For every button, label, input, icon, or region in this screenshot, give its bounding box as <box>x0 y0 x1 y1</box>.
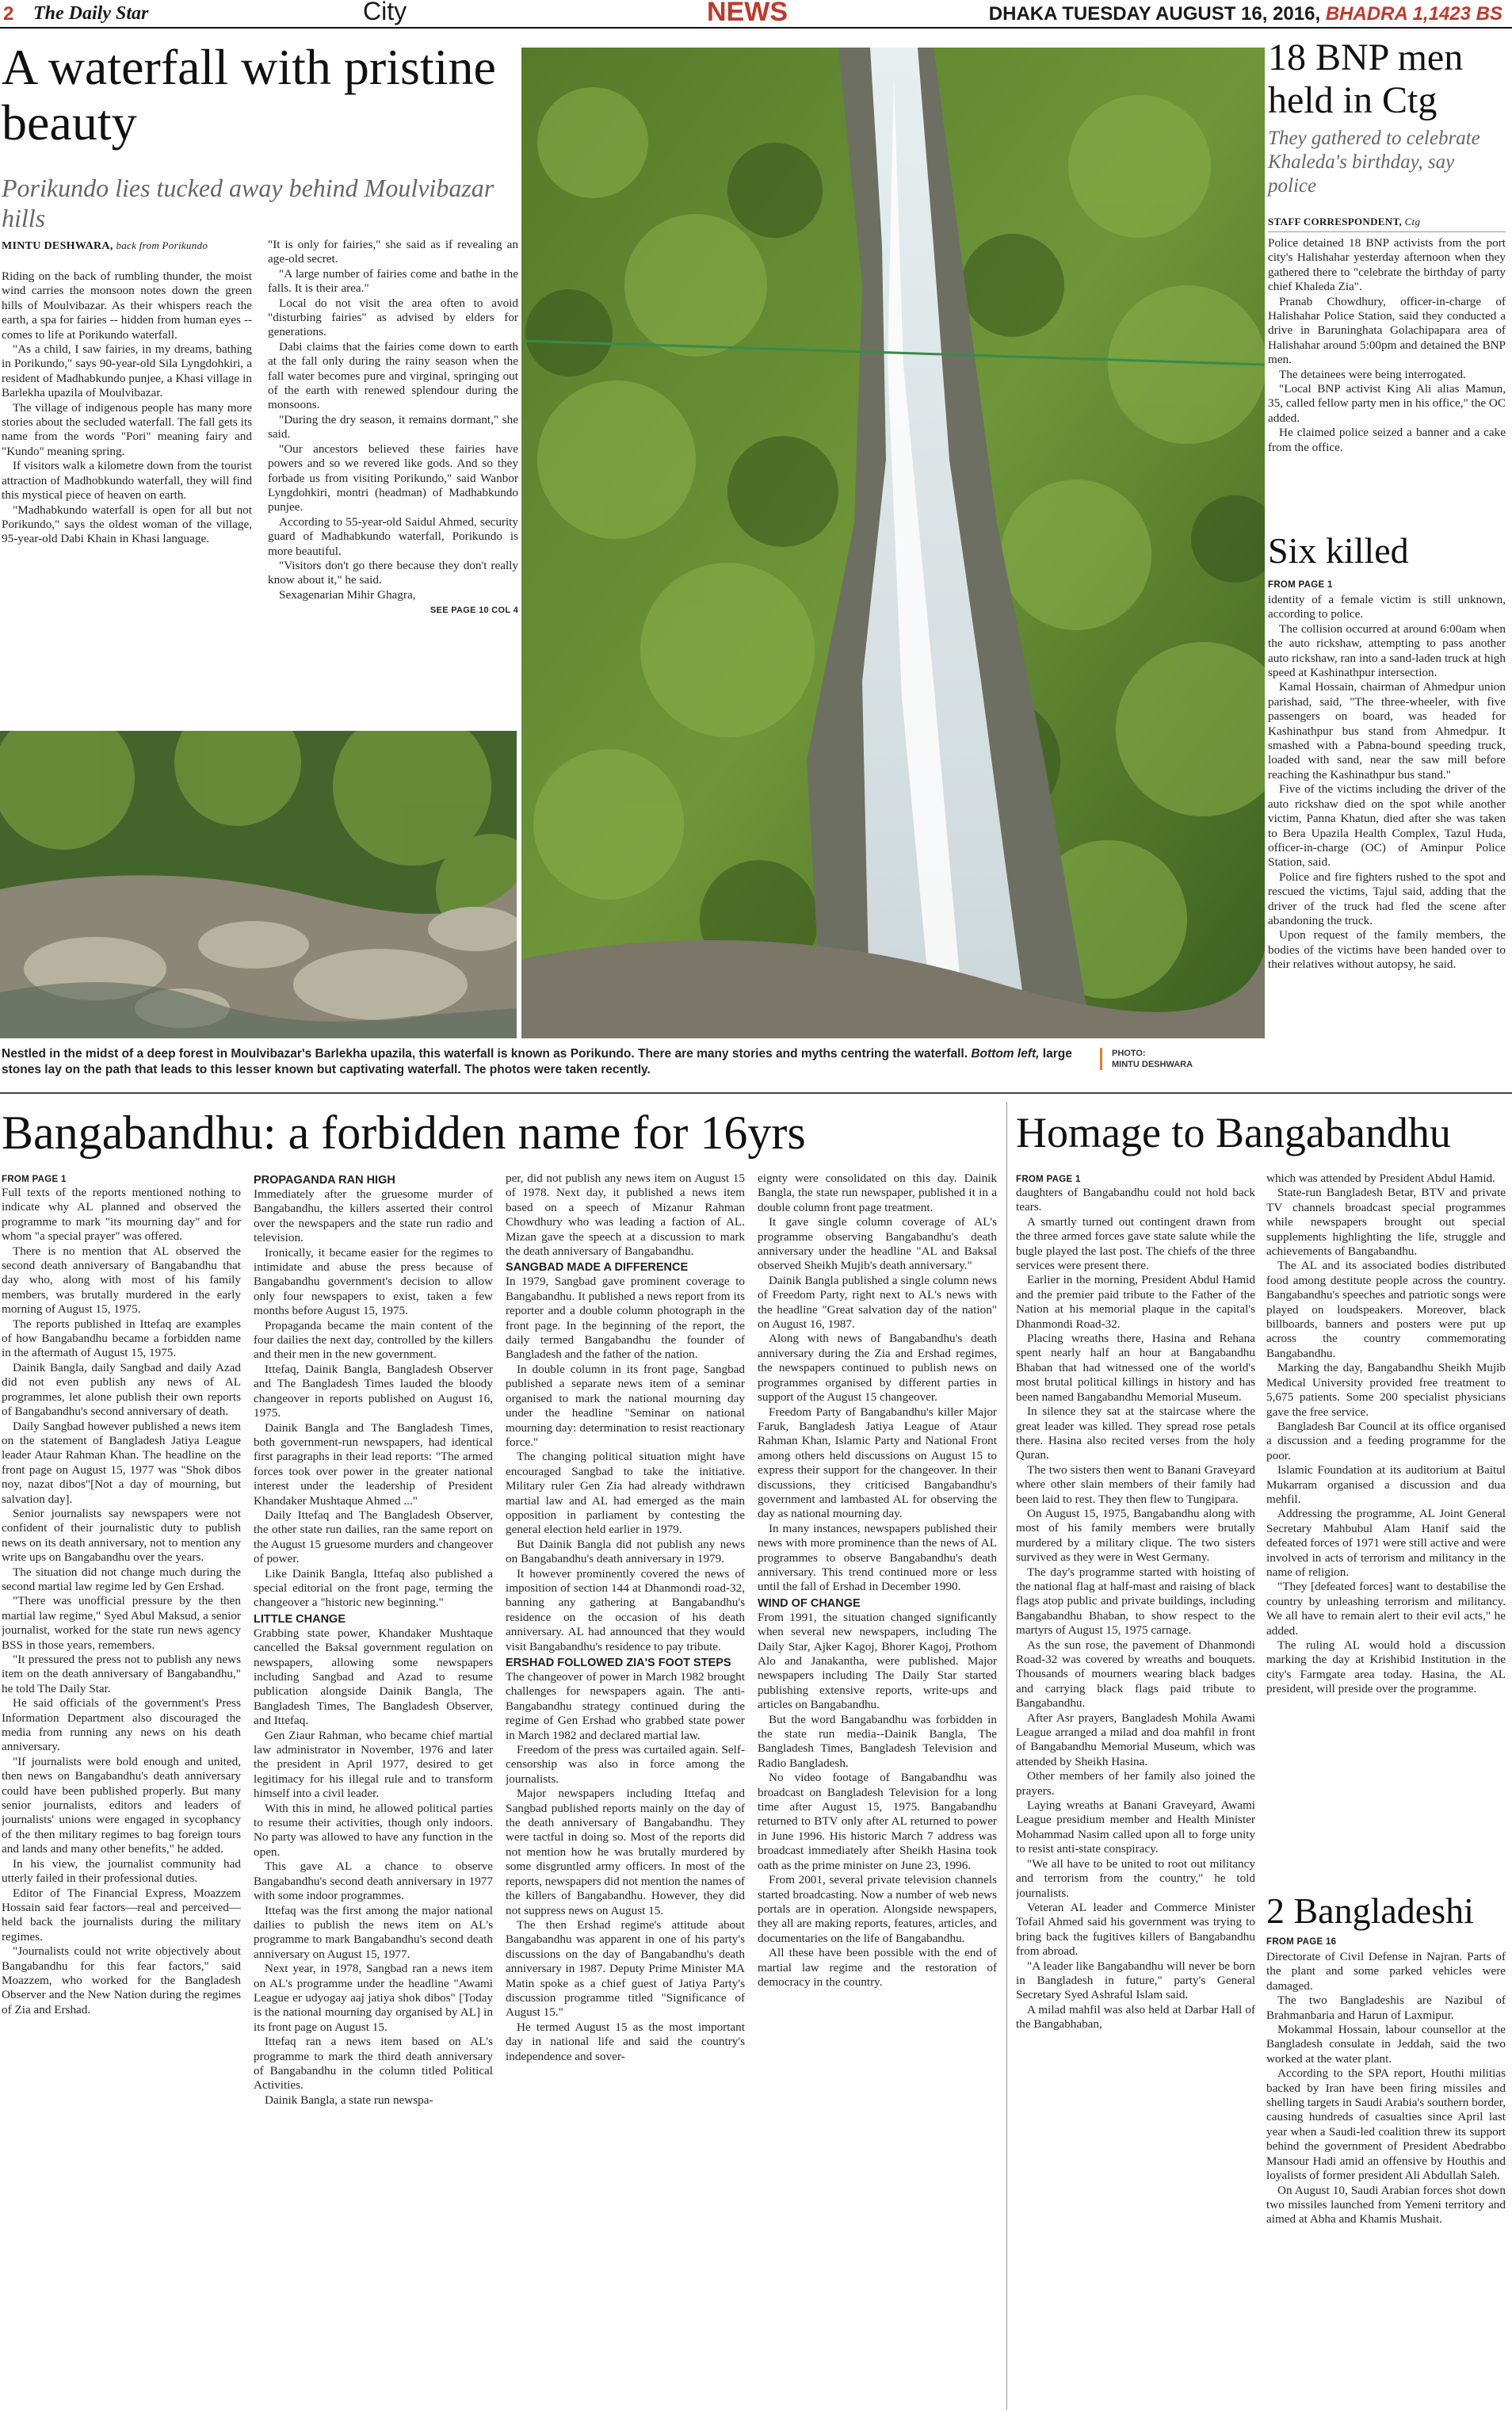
paragraph: In many instances, newspapers published their news with more prominence than the news of AL programmes to observe Bangabandhu's death anniversary. This trend continued more or less until the fall of Ershad in December 1990. <box>758 1521 997 1594</box>
continued-on-link[interactable]: SEE PAGE 10 COL 4 <box>430 606 518 616</box>
paragraph: From 2001, several private television channels started broadcasting. Now a number of web news portals are in operation. Alongside newspapers, they all are making reports, features, articles, and documentaries on the life of Bangabandhu. <box>758 1873 997 1945</box>
bangladeshi-headline: 2 Bangladeshi <box>1266 1890 1474 1931</box>
paragraph: It gave single column coverage of AL's programme observing Bangabandhu's death anniversary under the headline "AL and Baksal observed Sheikh Mujib's death anniversary." <box>758 1215 997 1273</box>
subheading: ERSHAD FOLLOWED ZIA'S FOOT STEPS <box>506 1657 731 1669</box>
paragraph: identity of a female victim is still unknown, according to police. <box>1268 593 1506 621</box>
paragraph: "Madhabkundo waterfall is open for all but not Porikundo," says the oldest woman of the village, 95-year-old Dabi Khain in Khasi language. <box>2 503 252 546</box>
paragraph: Editor of The Financial Express, Moazzem Hossain said fear factors—real and perceived—held back the journalists during the military regimes. <box>2 1886 241 1944</box>
paragraph: But the word Bangabandhu was forbidden in the state run media--Dainik Bangla, The Bangladesh Times, Bangladesh Television and Radio Bangladesh. <box>758 1712 997 1770</box>
paragraph: But Dainik Bangla did not publish any news on Bangabandhu's death anniversary in 1979. <box>506 1537 745 1566</box>
byline-place: back from Porikundo <box>116 239 208 251</box>
paragraph: Kamal Hossain, chairman of Ahmedpur union parishad, said, "The three-wheeler, with five passengers on board, was headed for Kashinathpur bus stand from Ahmedpur. It smashed with a Pabna-bound speeding truck, loaded with sand, near the saw mill before reaching the Kashinathpur bus stand." <box>1268 680 1506 782</box>
paragraph: Ittefaq, Dainik Bangla, Bangladesh Observer and The Bangladesh Times lauded the bloody changeover in reports published on August 16, 1975. <box>254 1362 493 1420</box>
paragraph: Full texts of the reports mentioned nothing to indicate why AL planned and observed the programme to mark "its mourning day" and for whom "a special prayer" was offered. <box>2 1186 241 1244</box>
waterfall-photo <box>521 48 1265 1038</box>
paragraph: The changing political situation might have encouraged Sangbad to take the initiative. Military ruler Gen Zia had already withdrawn martial law and AL had emerged as the main opposition in parliament by contesting the general election held earlier in 1979. <box>506 1450 745 1537</box>
paragraph: Pranab Chowdhury, officer-in-charge of Halishahar Police Station, said they conducted a drive in Baruninghata Golachipapara area of Halishahar around 5:00pm and detained the BNP men. <box>1268 294 1506 367</box>
bangladeshi-from: FROM PAGE 16 <box>1266 1937 1337 1947</box>
section-label: City <box>363 0 407 25</box>
waterfall-column-2 <box>268 238 518 713</box>
paragraph: Five of the victims including the driver of the auto rickshaw died on the spot while another victim, Panna Khatun, died after she was taken to Bera Upazila Health Complex, Tazul Huda, officer-in-charge (OC) of Aminpur Police Station, said. <box>1268 782 1506 870</box>
paragraph: The changeover of power in March 1982 brought challenges for newspapers again. The anti-Bangabandhu strategy continued during the regime of Gen Ershad who grabbed state power in March 1982 and declared martial law. <box>506 1670 745 1742</box>
subheading: PROPAGANDA RAN HIGH <box>254 1174 395 1187</box>
paragraph: Dabi claims that the fairies come down to earth at the fall only during the rainy season when the fall water becomes pure and virginal, springing out of the earth with renewed splendour during the monsoons. <box>268 339 518 412</box>
photo-credit-name: MINTU DESHWARA <box>1112 1060 1193 1069</box>
paragraph: "They [defeated forces] want to destabilise the country by unleashing terrorism and militancy. We all have to remain alert to their evil acts," he added. <box>1266 1580 1506 1638</box>
paragraph: "Our ancestors believed these fairies have powers and so we revered like gods. And so they forbade us from visiting Porikundo," said Wanbor Lyngdohkiri, montri (headman) of Madhabkundo punjee. <box>268 441 518 514</box>
bangabandhu-column-1 <box>2 1186 241 2406</box>
paragraph: Riding on the back of rumbling thunder, the moist wind carries the monsoon notes down the green hills of Moulvibazar. As their whispers reach the earth, a spa for fairies -- hidden from human eyes -- comes to life at Porikundo waterfall. <box>2 269 252 342</box>
paragraph: Ironically, it became easier for the regimes to intimidate and abuse the press because of Bangabandhu government's decision to allow only four newspapers to exist, taken a few months before August 15, 1975. <box>254 1245 493 1318</box>
paragraph: "It pressured the press not to publish any news item on the death anniversary of Bangabandhu," he told The Daily Star. <box>2 1653 241 1695</box>
paragraph: Dainik Bangla and The Bangladesh Times, both government-run newspapers, had identical first paragraphs in their lead reports: "The armed forces took over power in the greater national interest under the leadership of President Khandaker Mushtaque Ahmed ..." <box>254 1420 493 1508</box>
news-label: NEWS <box>707 0 788 27</box>
paragraph: Marking the day, Bangabandhu Sheikh Mujib Medical University provided free treatment to 5,675 patients. Some 200 specialist physicians gave the free service. <box>1266 1361 1506 1419</box>
paragraph: "During the dry season, it remains dormant," she said. <box>268 412 518 441</box>
paragraph: He claimed police seized a banner and a cake from the office. <box>1268 426 1506 454</box>
homage-column-2 <box>1266 1172 1506 1861</box>
bangabandhu-column-3 <box>506 1172 745 2406</box>
paragraph: Immediately after the gruesome murder of Bangabandhu, the killers asserted their control over the newspapers and the state run radio and television. <box>254 1187 493 1245</box>
paragraph: Daily Ittefaq and The Bangladesh Observer, the other state run dailies, ran the same report on the August 15 gruesome murders and changeover of power. <box>254 1508 493 1566</box>
paragraph: Ittefaq was the first among the major national dailies to publish the news item on AL's programme to mark Bangabandhu's second death anniversary on August 15, 1977. <box>254 1903 493 1961</box>
paragraph: Major newspapers including Ittefaq and Sangbad published reports mainly on the day of the death anniversary of Bangabandhu. They were tactful in doing so. Most of the reports did not mention how he was brutally murdered by some disgruntled army officers. In most of the reports, newspapers did not mention the names of the killers of Bangabandhu. However, they did not suppress news on August 15. <box>506 1787 745 1917</box>
waterfall-headline: A waterfall with pristine beauty <box>2 39 496 151</box>
paragraph: No video footage of Bangabandhu was broadcast on Bangladesh Television for a long time after August 15, 1975. Bangabandhu returned to BTV only after AL returned to power in June 1996. His historic March 7 address was broadcast immediately after Sheikh Hasina took oath as the prime minister on June 23, 1996. <box>758 1771 997 1872</box>
paragraph: "As a child, I saw fairies, in my dreams, bathing in Porikundo," says 90-year-old Sila Lyngdohkiri, a resident of Madhabkundo punjee, a Khasi village in Barlekha upazila of Moulvibazar. <box>2 342 252 400</box>
bnp-body <box>1268 236 1506 529</box>
paragraph: Placing wreaths there, Hasina and Rehana spent nearly half an hour at Bangabandhu Bhaban that had witnessed one of the world's most brutal political killings in history and has been named Bangabandhu Memorial Museum. <box>1016 1332 1255 1404</box>
photo-credit <box>1100 1048 1193 1070</box>
paragraph: He said officials of the government's Press Information Department also discouraged the media from running any news on his death anniversary. <box>2 1696 241 1754</box>
paragraph: The village of indigenous people has many more stories about the secluded waterfall. The fall gets its name from the words "Pori" meaning fairy and "Kundo" meaning spring. <box>2 400 252 458</box>
paragraph: With this in mind, he allowed political parties to resume their activities, though only indoors. No party was allowed to have any function in the open. <box>254 1801 493 1859</box>
waterfall-deck: Porikundo lies tucked away behind Moulvibazar hills <box>2 174 494 232</box>
paragraph: Dainik Bangla, a state run newspa- <box>265 2093 433 2107</box>
paragraph: Senior journalists say newspapers were not confident of their journalistic duty to publish news on its death anniversary, not to mention any write ups on Bangabandhu over the years. <box>2 1506 241 1565</box>
paragraph: From 1991, the situation changed significantly when several new newspapers, including The Daily Star, Ajker Kagoj, Bhorer Kagoj, Prothom Alo and Janakantha, were published. Major newspapers including The Daily Star started publishing extensive reports, write-ups and articles on Bangabandhu. <box>758 1610 997 1712</box>
paragraph: The two sisters then went to Banani Graveyard where other slain members of their family had been laid to rest. They then flew to Tungipara. <box>1016 1462 1255 1506</box>
bangabandhu-headline: Bangabandhu: a forbidden name for 16yrs <box>2 1107 806 1159</box>
paragraph: The detainees were being interrogated. <box>1279 367 1466 381</box>
paragraph: All these have been possible with the end of martial law regime and the restoration of democracy in the country. <box>758 1946 997 1989</box>
bnp-byline-place: Ctg <box>1404 216 1421 227</box>
paragraph: Laying wreaths at Banani Graveyard, Awami League presidium member and Health Minister Mohammad Nasim called upon all to forge unity to resist anti-state conspiracy. <box>1016 1798 1255 1856</box>
paragraph: "There was unofficial pressure by the then martial law regime," Syed Abul Maksud, a senior journalist, worked for the state run news agency BSS in those years, remembers. <box>2 1594 241 1652</box>
bengali-date: BHADRA 1,1423 BS <box>1325 3 1502 25</box>
paragraph: This gave AL a chance to observe Bangabandhu's second death anniversary in 1977 with some indoor programmes. <box>254 1860 493 1903</box>
paragraph: According to 55-year-old Saidul Ahmed, security guard of Madhabkundo waterfall, Porikundo is more beautiful. <box>268 514 518 558</box>
homage-from: FROM PAGE 1 <box>1016 1175 1081 1184</box>
paragraph: Sexagenarian Mihir Ghagra, <box>279 587 416 602</box>
paragraph: The then Ershad regime's attitude about Bangabandhu was apparent in one of his party's discussions on the day of Bangabandhu's death anniversary in 1987. Deputy Prime Minister MA Matin spoke as a chief guest of Jatiya Party's discussion programme titled "Significance of August 15." <box>506 1917 745 2020</box>
paragraph: Next year, in 1978, Sangbad ran a news item on AL's programme under the headline "Awami League er udyogay aaj jatiya shok dibos" [Today is the national mourning day organised by AL] in its front page on August 15. <box>254 1962 493 2034</box>
paragraph: eignty were consolidated on this day. Dainik Bangla, the state run newspaper, published it in a double column front page treatment. <box>758 1172 997 1214</box>
paragraph: Freedom of the press was curtailed again. Self-censorship was also in force among the journalists. <box>506 1743 745 1786</box>
paragraph: "It is only for fairies," she said as if revealing an age-old secret. <box>268 238 518 266</box>
page-number: 2 <box>3 3 14 25</box>
date-text: DHAKA TUESDAY AUGUST 16, 2016, <box>988 3 1321 25</box>
photo-caption <box>2 1046 1079 1078</box>
page-header <box>0 0 1512 29</box>
six-killed-from: FROM PAGE 1 <box>1268 580 1333 590</box>
bnp-headline: 18 BNP men held in Ctg <box>1268 36 1464 121</box>
caption-bottom-left: Bottom left, <box>971 1047 1040 1061</box>
paragraph: Bangladesh Bar Council at its office organised a discussion and a feeding programme for the poor. <box>1266 1419 1506 1462</box>
photo-credit-label: PHOTO: <box>1112 1049 1146 1058</box>
dateline <box>989 3 1502 25</box>
subheading: LITTLE CHANGE <box>254 1612 346 1626</box>
homage-headline: Homage to Bangabandhu <box>1016 1109 1451 1156</box>
paragraph: On August 15, 1975, Bangabandhu along with most of his family members were brutally murdered by a military clique. The two sisters survived as they were in West Germany. <box>1016 1506 1255 1565</box>
paragraph: "If journalists were bold enough and united, then news on Bangabandhu's death anniversary could have been published properly. But many senior journalists, editors and leaders of journalists' unions were engaged in sycophancy of the then military regimes to bag foreign tours and lands and many other benefits," he added. <box>2 1754 241 1856</box>
paragraph: "Journalists could not write objectively about Bangabandhu for this fear factors," said Moazzem, who worked for the Bangladesh Observer and the New Nation during the regimes of Zia and Ershad. <box>2 1944 241 2016</box>
subheading: WIND OF CHANGE <box>758 1596 861 1610</box>
subheading: SANGBAD MADE A DIFFERENCE <box>506 1261 689 1275</box>
paragraph: The reports published in Ittefaq are examples of how Bangabandhu became a forbidden name in the aftermath of August 15, 1975. <box>2 1317 241 1360</box>
paragraph: "Visitors don't go there because they don't really know about it," he said. <box>268 558 518 587</box>
paragraph: Freedom Party of Bangabandhu's killer Major Faruk, Bangladesh Jatiya League of Ataur Rahman Khan, Islamic Party and National Front among others held discussions on August 15 to express their support for the changeover. In their discussions, they criticised Bangabandhu's government and lambasted AL for observing the day as national mourning day. <box>758 1405 997 1521</box>
paragraph: Along with news of Bangabandhu's death anniversary during the Zia and Ershad regimes, the newspapers continued to publish news on programmes organised by different parties in support of the August 15 changeover. <box>758 1332 997 1405</box>
paragraph: A smartly turned out contingent drawn from the three armed forces gave state salute while the bugle played the last post. The chiefs of the three services were present there. <box>1016 1214 1255 1273</box>
six-killed-body <box>1268 593 1506 1084</box>
paragraph: A milad mahfil was also held at Darbar Hall of the Bangabhaban, <box>1016 2002 1255 2032</box>
paragraph: The situation did not change much during the second martial law regime led by Gen Ershad. <box>2 1565 241 1593</box>
bangabandhu-column-4 <box>758 1172 997 2406</box>
paragraph: Dainik Bangla, daily Sangbad and daily Azad did not even publish any news of AL programmes, let alone publish their own reports of Bangabandhu's second anniversary of death. <box>2 1360 241 1419</box>
bangabandhu-column-2 <box>254 1172 493 2406</box>
paragraph: Upon request of the family members, the bodies of the victims have been handed over to their relatives without autopsy, he said. <box>1268 928 1506 972</box>
paragraph: Propaganda became the main content of the four dailies the next day, controlled by the killers and their men in the new government. <box>254 1318 493 1362</box>
paragraph: He termed August 15 as the most important day in national life and said the country's independence and sover- <box>506 2020 745 2063</box>
paragraph: In his view, the journalist community had utterly failed in their professional duties. <box>2 1856 241 1886</box>
waterfall-column-1 <box>2 269 252 721</box>
masthead-logo: The Daily Star <box>33 3 149 24</box>
six-killed-headline: Six killed <box>1268 530 1409 571</box>
paragraph: Grabbing state power, Khandaker Mushtaque cancelled the Baksal government regulation on newspapers, allowing some newspapers including Sangbad and Azad to resume publication alongside Dainik Bangla, The Bangladesh Times, The Bangladesh Observer, and Ittefaq. <box>254 1626 493 1728</box>
paragraph: Other members of her family also joined the prayers. <box>1016 1769 1255 1798</box>
bangladeshi-body <box>1266 1950 1506 2408</box>
paragraph: Police and fire fighters rushed to the spot and rescued the victims, Tajul said, adding that the driver of the truck had fled the scene after abandoning the truck. <box>1268 870 1506 927</box>
paragraph: The AL and its associated bodies distributed food among destitute people across the country. Bangabandhu's speeches and patriotic songs were played on loudspeakers. Moreover, black billboards, banners and posters were put up across the country commemorating Bangabandhu. <box>1266 1259 1506 1360</box>
paragraph: "A leader like Bangabandhu will never be born in Bangladesh in future," party's General Secretary Syed Ashraful Islam said. <box>1016 1959 1255 2002</box>
paragraph: Mokammal Hossain, labour counsellor at the Bangladesh consulate in Jeddah, said the two worked at the water plant. <box>1266 2023 1506 2066</box>
paragraph: In double column in its front page, Sangbad published a separate news item of a seminar organised to mark the national mourning day under the headline "Seminar on national mourning day: determination to resist reactionary force." <box>506 1362 745 1449</box>
paragraph: The two Bangladeshis are Nazibul of Brahmanbaria and Harun of Laxmipur. <box>1266 1993 1506 2022</box>
paragraph: which was attended by President Abdul Hamid. <box>1266 1172 1495 1185</box>
byline-name: MINTU DESHWARA, <box>2 240 113 252</box>
paragraph: In silence they sat at the staircase where the great leader was killed. They spread rose petals there. Hasina also recited verses from the holy Quran. <box>1016 1405 1255 1462</box>
waterfall-byline <box>2 239 208 253</box>
column-divider <box>1006 1102 1007 2410</box>
paragraph: There is no mention that AL observed the second death anniversary of Bangabandhu that day who, along with most of his family members, was brutally murdered in the early morning of August 15, 1975. <box>2 1244 241 1317</box>
stones-path-photo <box>0 731 517 1038</box>
paragraph: Police detained 18 BNP activists from the port city's Halishahar yesterday afternoon when they gathered there to "celebrate the birthday of party chief Khaleda Zia". <box>1268 236 1506 294</box>
paragraph: As the sun rose, the pavement of Dhanmondi Road-32 was covered by wreaths and bouquets. Thousands of mourners wearing black badges and carrying black flags paid tribute to Bangabandhu. <box>1016 1638 1255 1711</box>
caption-lead: Nestled in the midst of a deep forest in Moulvibazar's Barlekha upazila, this waterfall is known as Porikundo. There are many stories and myths centring the waterfall. <box>2 1047 968 1061</box>
bangabandhu-from: FROM PAGE 1 <box>2 1175 67 1184</box>
paragraph: The ruling AL would hold a discussion marking the day at Krishibid Institution in the city's Farmgate area today. Hasina, the AL president, will preside over the programme. <box>1266 1638 1506 1696</box>
paragraph: Veteran AL leader and Commerce Minister Tofail Ahmed said his government was trying to bring back the fugitives killers of Bangabandhu from abroad. <box>1016 1900 1255 1959</box>
paragraph: Ittefaq ran a news item based on AL's programme to mark the third death anniversary of Bangabandhu in the column titled Political Activities. <box>254 2035 493 2093</box>
paragraph: The day's programme started with hoisting of the national flag at half-mast and raising of black flags atop public and private buildings, including Bangabandhu Bhaban, to show respect to the martyrs of August 15, 1975 carnage. <box>1016 1565 1255 1638</box>
paragraph: According to the SPA report, Houthi militias backed by Iran have been firing missiles and shelling targets in Saudi Arabia's southern border, causing hundreds of casualties since April last year when a Saudi-led coalition threw its support behind the government of President Abedrabbo Mansour Hadi amid an offensive by Houthis and loyalists of former president Ali Abdullah Saleh. <box>1266 2066 1506 2183</box>
paragraph: State-run Bangladesh Betar, BTV and private TV channels broadcast special programmes while newspapers brought out special supplements highlighting the life, struggle and achievements of Bangabandhu. <box>1266 1186 1506 1259</box>
paragraph: If visitors walk a kilometre down from the tourist attraction of Madhobkundo waterfall, they will find this mystical piece of heaven on earth. <box>2 459 252 503</box>
homage-column-1 <box>1016 1186 1255 2406</box>
paragraph: "A large number of fairies come and bathe in the falls. It is their area." <box>268 266 518 296</box>
paragraph: Daily Sangbad however published a news item on the statement of Bangladesh Jatiya League leader Ataur Rahman Khan. The headline on the front page on August 15, 1977 was "Shok dibos noy, nazat dibos"[Not a day of mourning, but salvation day]. <box>2 1419 241 1506</box>
paragraph: On August 10, Saudi Arabian forces shot down two missiles launched from Yemeni territory and aimed at Abha and Khamis Mushait. <box>1266 2183 1506 2227</box>
paragraph: After Asr prayers, Bangladesh Mohila Awami League arranged a milad and doa mahfil in front of Bangabandhu Memorial Museum, which was attended by Sheikh Hasina. <box>1016 1711 1255 1768</box>
paragraph: Gen Ziaur Rahman, who became chief martial law administrator in November, 1976 and later the president in April 1977, desired to get legitimacy for his illegal rule and to transform himself into a civil leader. <box>254 1728 493 1801</box>
section-divider <box>0 1092 1512 1094</box>
paragraph: Islamic Foundation at its auditorium at Baitul Mukarram organised a discussion and dua mehfil. <box>1266 1463 1506 1506</box>
paragraph: Earlier in the morning, President Abdul Hamid and the premier paid tribute to the Father of the Nation at his memorial plaque in the capital's Dhanmondi Road-32. <box>1016 1273 1255 1331</box>
paragraph: Dainik Bangla published a single column news of Freedom Party, right next to AL's news with the headline "Great salvation day of the nation" on August 16, 1987. <box>758 1273 997 1332</box>
caption-rest: large stones lay on the path that leads to this lesser known but captivating waterfall. The photos were taken recently. <box>2 1047 1072 1076</box>
bnp-deck: They gathered to celebrate Khaleda's birthday, say police <box>1268 128 1480 197</box>
paragraph: daughters of Bangabandhu could not hold back tears. <box>1016 1186 1255 1214</box>
paragraph: In 1979, Sangbad gave prominent coverage to Bangabandhu. It published a news report from its reporter and a double column photograph in the front page. In the beginning of the report, the daily termed Bangabandhu the founder of Bangladesh and the father of the nation. <box>506 1275 745 1362</box>
paragraph: Like Dainik Bangla, Ittefaq also published a special editorial on the front page, terming the changeover a "historic new beginning." <box>254 1566 493 1610</box>
paragraph: "Local BNP activist King Ali alias Mamun, 35, called fellow party men in his office," the OC added. <box>1268 382 1506 425</box>
paragraph: The collision occurred at around 6:00am when the auto rickshaw, attempting to pass another auto rickshaw, ran into a sand-laden truck at high speed at Kashinathpur intersection. <box>1268 621 1506 680</box>
paragraph: Directorate of Civil Defense in Najran. Parts of the plant and some parked vehicles were damaged. <box>1266 1950 1506 1993</box>
paragraph: Local do not visit the area often to avoid "disturbing fairies" as advised by elders for generations. <box>268 296 518 339</box>
paragraph: per, did not publish any news item on August 15 of 1978. Next day, it published a news item based on a speech of Mizanur Rahman Chowdhury who was leading a faction of AL. Mizan gave the speech at a discussion to mark the death anniversary of Bangabandhu. <box>506 1172 745 1259</box>
bnp-byline-name: STAFF CORRESPONDENT, <box>1268 216 1402 227</box>
paragraph: "We all have to be united to root out militancy and terrorism from the country," he told journalists. <box>1016 1856 1255 1900</box>
paragraph: It however prominently covered the news of imposition of section 144 at Dhanmondi road-32, banning any gathering at Bangabandhu's residence on the occasion of his death anniversary. AL had announced that they would visit Bangabandhu's residence to pay tribute. <box>506 1566 745 1653</box>
divider <box>1268 231 1506 232</box>
paragraph: Addressing the programme, AL Joint General Secretary Mahbubul Alam Hanif said the defeated forces of 1971 were still active and were involved in acts of terrorism and militancy in the name of religion. <box>1266 1507 1506 1579</box>
bnp-byline <box>1268 216 1420 228</box>
